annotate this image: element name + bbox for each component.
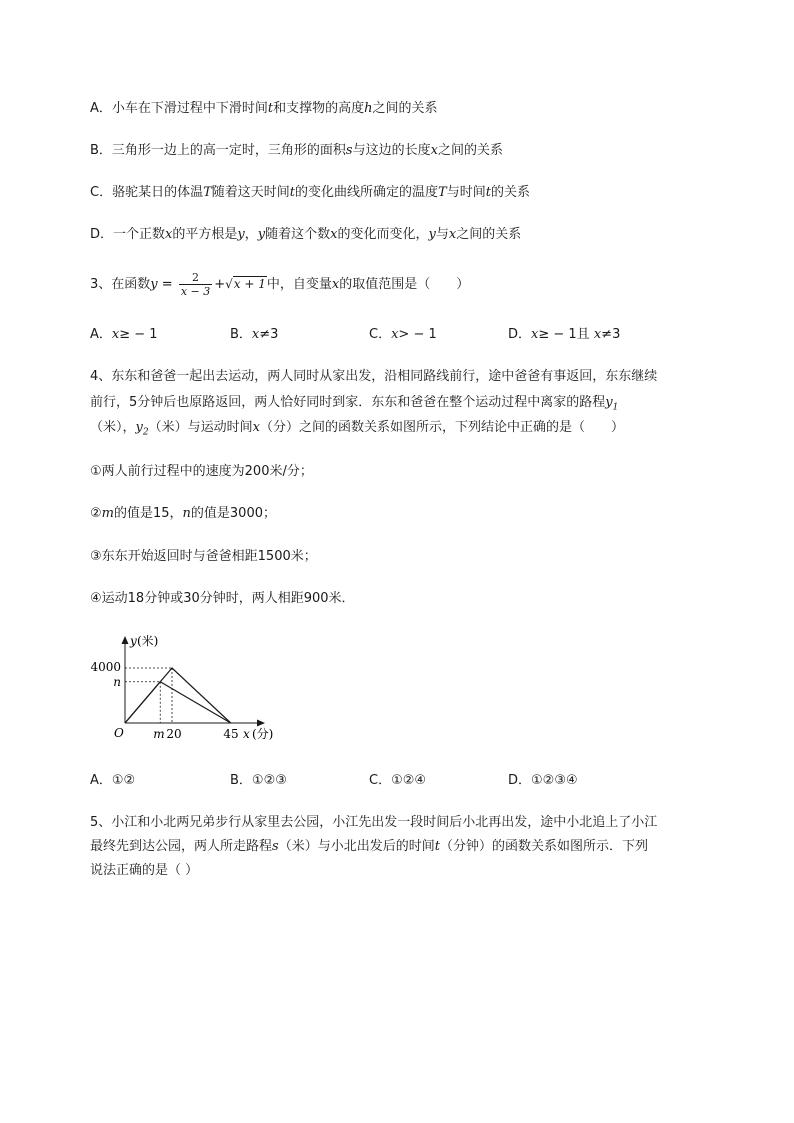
q2-option-c-text-5: 的关系 — [490, 185, 530, 200]
x-tick-20: 20 — [166, 727, 182, 741]
var-x: x — [531, 327, 539, 342]
q5-text-2: （米）与小北出发后的时间 — [278, 839, 435, 854]
q5-line-1: 5、小江和小北两兄弟步行从家里去公园，小江先出发一段时间后小北再出发，途中小北追上了小江 — [90, 815, 658, 830]
fraction — [179, 271, 212, 298]
series-line-1 — [125, 668, 231, 723]
var-x: x — [391, 327, 399, 342]
var-t: t — [267, 101, 274, 116]
var-T: T — [203, 185, 212, 200]
q4-option-b: B．①②③ — [230, 773, 287, 788]
var-t: t — [485, 185, 491, 200]
radical-sign: √ — [225, 277, 233, 291]
option-label: C． — [369, 327, 392, 342]
option-label: D． — [508, 327, 532, 342]
q3-option-c — [369, 326, 437, 344]
q2-option-d-text-7: 之间的关系 — [456, 227, 522, 242]
option-label: B． — [230, 327, 252, 342]
q4-statement-1: ①两人前行过程中的速度为200米/分； — [90, 464, 313, 479]
q5-text: 最终先到达公园，两人所走路程 — [90, 839, 273, 854]
q3-text-3: 的取值范围是（ ） — [339, 277, 470, 292]
var-y: y — [237, 227, 245, 242]
radicand: x + 1 — [233, 277, 266, 291]
q5-line-3: 说法正确的是（ ） — [90, 863, 199, 878]
q4-text-3: （分）之间的函数关系如图所示，下列结论中正确的是（ ） — [259, 420, 624, 435]
option-text: ≥ − 1且 — [538, 327, 594, 342]
q2-option-a-text-2: 和支撑物的高度 — [273, 101, 365, 116]
fraction-numerator: 2 — [179, 271, 212, 285]
q5-line-2 — [90, 838, 648, 856]
var-t: t — [289, 185, 295, 200]
q4-statement-4: ④运动18分钟或30分钟时，两人相距900米． — [90, 591, 355, 606]
y-axis-unit: (米) — [137, 634, 159, 648]
distance-time-graph — [85, 630, 285, 750]
q2-option-d-text-5: 的变化而变化， — [337, 227, 429, 242]
q4-option-a: A．①② — [90, 773, 136, 788]
q2-option-b-text-2: 与这边的长度 — [352, 143, 431, 158]
q2-option-c-text-4: 与时间 — [446, 185, 486, 200]
var-x: x — [330, 227, 338, 242]
option-text: ≠3 — [259, 327, 279, 342]
fraction-denominator: x − 3 — [180, 285, 211, 298]
series-line-2 — [125, 682, 231, 723]
y-axis-arrow — [122, 636, 129, 644]
x-axis-arrow — [257, 720, 265, 727]
x-tick-45: 45 — [223, 727, 239, 741]
subscript: 1 — [612, 402, 619, 413]
var-x: x — [593, 327, 602, 342]
origin-label: O — [114, 726, 124, 740]
var-x: x — [165, 227, 173, 242]
q4-text-2: （米）与运动时间 — [148, 420, 253, 435]
q4-line-2 — [90, 394, 618, 417]
q2-option-a-text: A．小车在下滑过程中下滑时间 — [90, 101, 268, 116]
q4-line-1: 4、东东和爸爸一起出去运动，两人同时从家出发，沿相同路线前行，途中爸爸有事返回，东东继续 — [90, 369, 658, 384]
q2-option-d — [90, 226, 521, 244]
y-tick-n: n — [113, 675, 121, 689]
q2-option-b-text: B．三角形一边上的高一定时，三角形的面积 — [90, 143, 346, 158]
var-y: y — [428, 227, 436, 242]
square-root — [225, 276, 267, 291]
var-s: s — [272, 839, 279, 854]
q2-option-c-text-3: 的变化曲线所确定的温度 — [295, 185, 439, 200]
q2-option-d-text-2: 的平方根是 — [172, 227, 238, 242]
var-x: x — [252, 420, 260, 435]
q3-option-a — [90, 326, 158, 344]
q5-text-3: （分钟）的函数关系如图所示．下列 — [439, 839, 648, 854]
option-text: ≠3 — [601, 327, 621, 342]
circled-2: ② — [90, 506, 102, 521]
x-tick-m: m — [153, 727, 165, 741]
q2-option-b-text-3: 之间的关系 — [437, 143, 503, 158]
var-x: x — [251, 327, 260, 342]
var-n: n — [182, 506, 191, 521]
q3-option-b — [230, 326, 278, 344]
var-m: m — [101, 506, 114, 521]
var-x: x — [111, 327, 120, 342]
var-s: s — [345, 143, 353, 158]
q4-text: （米）， — [90, 420, 136, 435]
y-tick-4000: 4000 — [90, 660, 121, 674]
q2-option-d-text-3: ， — [244, 227, 258, 242]
q4-statement-2 — [90, 505, 276, 523]
var-y: y — [257, 227, 266, 242]
var-h: h — [364, 101, 373, 116]
q4-statement-3: ③东东开始返回时与爸爸相距1500米； — [90, 549, 317, 564]
subscript: 2 — [142, 427, 149, 438]
q3-stem — [90, 270, 469, 299]
q4-option-c: C．①②④ — [369, 773, 427, 788]
var-y: y — [135, 420, 143, 435]
var-x: x — [331, 277, 340, 292]
var-x: x — [430, 143, 438, 158]
option-text: > − 1 — [398, 327, 437, 342]
q2-option-d-text-4: 随着这个数 — [265, 227, 331, 242]
q2-option-c-text-2: 随着这天时间 — [211, 185, 290, 200]
var-t: t — [434, 839, 440, 854]
q4-s2-text-2: 的值是3000； — [190, 506, 276, 521]
var-T: T — [438, 185, 447, 200]
option-label: A． — [90, 327, 112, 342]
q3-text-2: 中，自变量 — [266, 277, 332, 292]
x-axis-var: x — [243, 727, 250, 741]
q2-option-d-text-6: 与 — [435, 227, 449, 242]
equals-sign: = — [157, 277, 177, 292]
q4-option-d: D．①②③④ — [508, 773, 578, 788]
q3-option-d — [508, 326, 620, 344]
q4-text: 前行，5分钟后也原路返回，两人恰好同时到家．东东和爸爸在整个运动过程中离家的路程 — [90, 395, 606, 410]
q2-option-b — [90, 142, 503, 160]
var-y: y — [150, 277, 158, 292]
q3-text: 3、在函数 — [90, 277, 151, 292]
var-y: y — [605, 395, 613, 410]
q4-s2-text: 的值是15， — [113, 506, 183, 521]
y-axis-var: y — [130, 634, 137, 648]
x-axis-unit: (分) — [252, 727, 274, 741]
plus-sign: + — [214, 277, 226, 292]
q4-line-3 — [90, 419, 624, 442]
q2-option-c — [90, 184, 530, 202]
option-text: ≥ − 1 — [119, 327, 158, 342]
var-x: x — [448, 227, 457, 242]
q2-option-c-text: C．骆驼某日的体温 — [90, 185, 204, 200]
q2-option-a — [90, 100, 438, 118]
q2-option-d-text: D．一个正数 — [90, 227, 166, 242]
q2-option-a-text-3: 之间的关系 — [372, 101, 438, 116]
